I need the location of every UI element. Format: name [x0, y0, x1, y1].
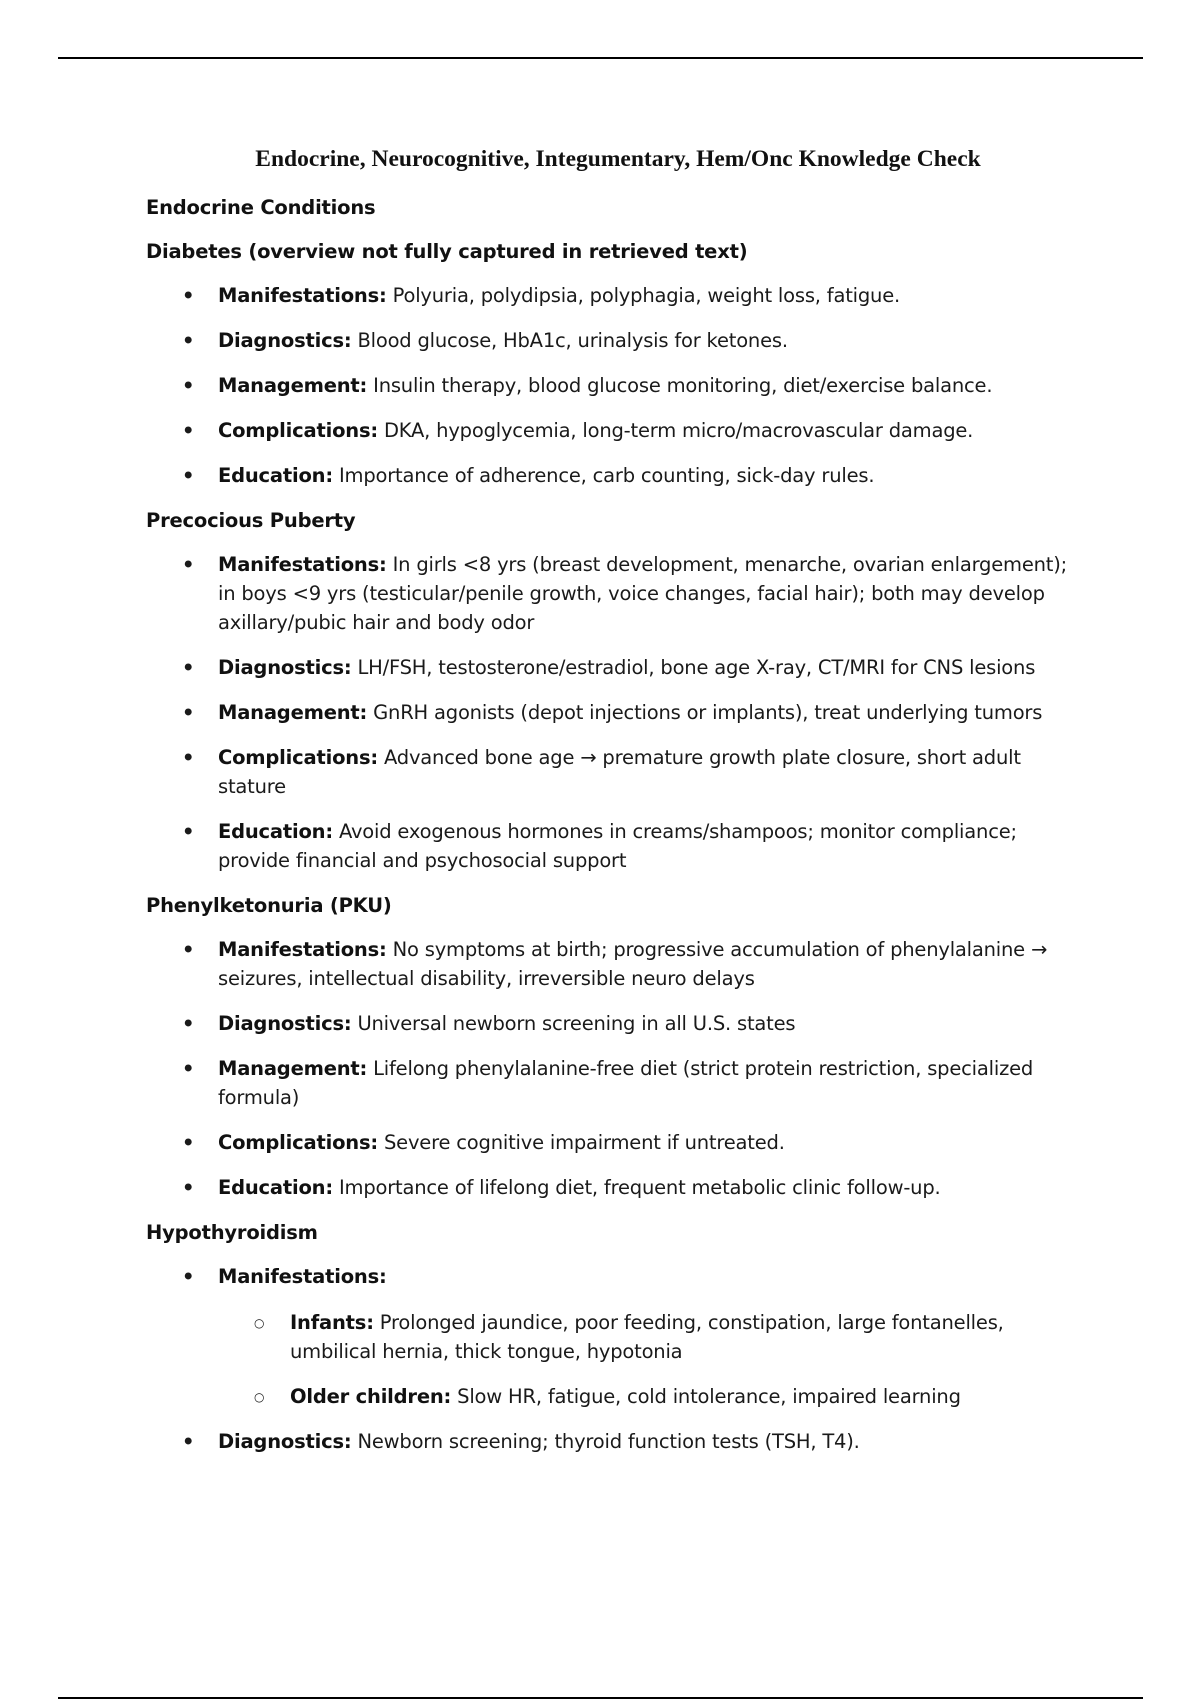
item-text: Avoid exogenous hormones in creams/shampoos; monitor compliance; provide financial and psychosocial support	[218, 820, 1017, 872]
list-item	[146, 743, 1090, 801]
list-item	[146, 371, 1090, 400]
list-item	[146, 461, 1090, 490]
item-label: Manifestations:	[218, 553, 387, 576]
precocious-puberty-list	[146, 550, 1090, 875]
list-item	[146, 1173, 1090, 1202]
item-label: Manifestations:	[218, 1265, 387, 1288]
item-text: Importance of adherence, carb counting, sick-day rules.	[338, 464, 875, 487]
item-label: Diagnostics:	[218, 1430, 352, 1453]
condition-heading-diabetes: Diabetes (overview not fully captured in retrieved text)	[146, 240, 748, 263]
pku-list	[146, 935, 1090, 1202]
list-item	[146, 1054, 1090, 1112]
hypothyroidism-list	[146, 1262, 1090, 1456]
item-label: Manifestations:	[218, 938, 387, 961]
sub-list-item	[146, 1308, 1090, 1366]
list-item	[146, 698, 1090, 727]
item-label: Management:	[218, 1057, 368, 1080]
sub-list-item	[146, 1382, 1090, 1411]
sub-item-label: Older children:	[290, 1385, 452, 1408]
sub-item-text: Prolonged jaundice, poor feeding, constipation, large fontanelles, umbilical hernia, thick tongue, hypotonia	[290, 1311, 1004, 1363]
item-text: Importance of lifelong diet, frequent metabolic clinic follow-up.	[338, 1176, 941, 1199]
item-text: Polyuria, polydipsia, polyphagia, weight loss, fatigue.	[392, 284, 900, 307]
top-rule	[58, 57, 1143, 59]
list-item	[146, 1427, 1090, 1456]
item-label: Education:	[218, 1176, 333, 1199]
diabetes-list	[146, 281, 1090, 490]
section-heading: Endocrine Conditions	[146, 196, 376, 219]
item-text: LH/FSH, testosterone/estradiol, bone age X-ray, CT/MRI for CNS lesions	[357, 656, 1036, 679]
condition-heading-precocious-puberty: Precocious Puberty	[146, 509, 356, 532]
item-label: Education:	[218, 820, 333, 843]
list-item	[146, 281, 1090, 310]
item-text: Universal newborn screening in all U.S. states	[357, 1012, 796, 1035]
sub-item-text: Slow HR, fatigue, cold intolerance, impaired learning	[457, 1385, 961, 1408]
item-label: Complications:	[218, 419, 378, 442]
list-item	[146, 416, 1090, 445]
item-text: Advanced bone age → premature growth plate closure, short adult stature	[218, 746, 1021, 798]
list-item	[146, 653, 1090, 682]
item-label: Complications:	[218, 1131, 378, 1154]
item-label: Diagnostics:	[218, 329, 352, 352]
item-text: Severe cognitive impairment if untreated.	[383, 1131, 785, 1154]
list-item	[146, 1262, 1090, 1411]
item-text: DKA, hypoglycemia, long-term micro/macrovascular damage.	[383, 419, 974, 442]
item-label: Complications:	[218, 746, 378, 769]
item-text: Newborn screening; thyroid function tests (TSH, T4).	[357, 1430, 860, 1453]
condition-heading-pku: Phenylketonuria (PKU)	[146, 894, 392, 917]
list-item	[146, 550, 1090, 637]
item-text: GnRH agonists (depot injections or implants), treat underlying tumors	[373, 701, 1043, 724]
item-label: Manifestations:	[218, 284, 387, 307]
item-label: Education:	[218, 464, 333, 487]
document-title: Endocrine, Neurocognitive, Integumentary, Hem/Onc Knowledge Check	[255, 146, 981, 172]
condition-heading-hypothyroidism: Hypothyroidism	[146, 1221, 318, 1244]
item-label: Diagnostics:	[218, 656, 352, 679]
item-label: Management:	[218, 374, 368, 397]
list-item	[146, 326, 1090, 355]
item-text: Lifelong phenylalanine-free diet (strict protein restriction, specialized formula)	[218, 1057, 1034, 1109]
manifestations-sublist	[218, 1308, 1090, 1411]
list-item	[146, 1128, 1090, 1157]
list-item	[146, 817, 1090, 875]
list-item	[146, 1009, 1090, 1038]
document-body	[146, 142, 1090, 1472]
item-text: In girls <8 yrs (breast development, menarche, ovarian enlargement); in boys <9 yrs (testicular/penile growth, voice changes, facial hair); both may develop axillary/pubic hair and body odor	[218, 553, 1068, 634]
item-label: Management:	[218, 701, 368, 724]
item-text: No symptoms at birth; progressive accumulation of phenylalanine → seizures, intellectual disability, irreversible neuro delays	[218, 938, 1048, 990]
item-text: Insulin therapy, blood glucose monitoring, diet/exercise balance.	[373, 374, 993, 397]
list-item	[146, 935, 1090, 993]
bottom-rule	[58, 1697, 1143, 1699]
item-text: Blood glucose, HbA1c, urinalysis for ketones.	[357, 329, 788, 352]
item-label: Diagnostics:	[218, 1012, 352, 1035]
sub-item-label: Infants:	[290, 1311, 374, 1334]
